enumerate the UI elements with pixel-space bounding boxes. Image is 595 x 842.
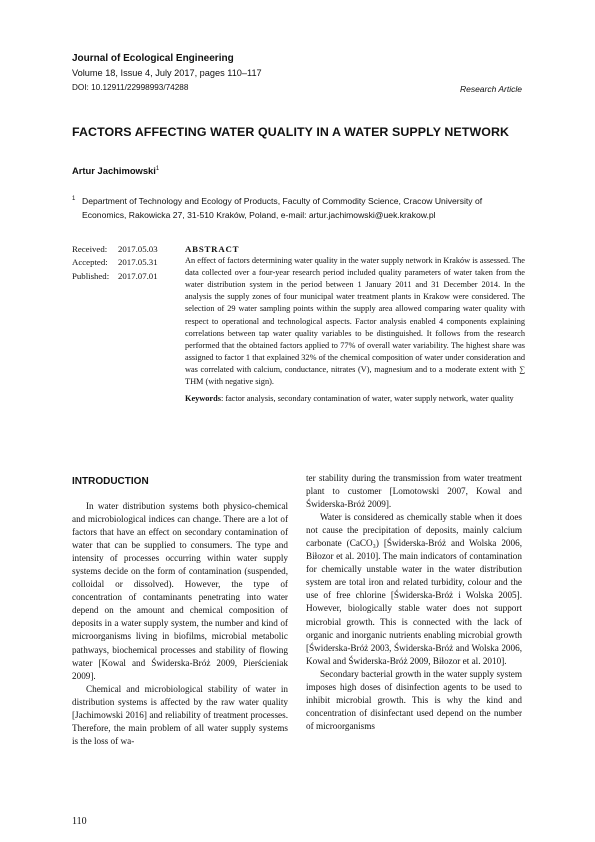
abstract <box>185 243 525 405</box>
journal-name: Journal of Ecological Engineering <box>72 53 234 64</box>
keywords-label: Keywords <box>185 394 221 404</box>
paper-title: FACTORS AFFECTING WATER QUALITY IN A WATER SUPPLY NETWORK <box>72 125 510 139</box>
abstract-heading: ABSTRACT <box>185 244 240 254</box>
date-label: Published: <box>72 270 110 281</box>
article-type: Research Article <box>459 84 522 94</box>
date-accepted <box>72 256 162 269</box>
date-value: 2017.05.31 <box>118 257 158 268</box>
article-dates <box>72 243 162 283</box>
author-affiliation-mark: 1 <box>155 165 160 172</box>
date-value: 2017.07.01 <box>118 270 158 281</box>
affiliation: Department of Technology and Ecology of Products, Faculty of Commodity Science, Cracow University of Economics, Rakowicka 27, 31-510 Kraków, Poland, e-mail: artur.jachimowski@uek.krakow.pl <box>82 196 483 220</box>
author-name: Artur Jachimowski <box>72 165 156 176</box>
body-paragraph: Chemical and microbiological stability of water in distribution systems is affected by the raw water quality [Jachimowski 2016] and reliability of treatment processes. Therefore, the main problem of all water supply systems is the loss of wa- <box>72 683 288 746</box>
section-heading-introduction: INTRODUCTION <box>72 476 149 487</box>
abstract-text: An effect of factors determining water quality in the water supply network in Kraków is assessed. The data collected over a four-year research period included quality parameters of water taken from the water distribution system in the period between 1 January 2011 and 31 December 2014. In the analysis the supply zones of four municipal water treatment plants in Krakow were considered. The selection of 29 water sampling points within the supply area allowed comparing water quality with respect to operational and technological aspects. Factor analysis enabled 4 components explaining correlations between tap water quality variables to be distinguished. It follows from the research performed that the obtained factors applied to 77% of overall water variability. The highest share was assigned to factor 1 that explained 32% of the chemical composition of water under consideration and was correlated with calcium, conductance, nitrates (V), magnesium and to a moderate extent with ∑ THM (with negative sign). <box>185 256 525 387</box>
body-paragraph: Secondary bacterial growth in the water supply system imposes high doses of disinfection agents to be used to inhibit microbial growth. This is why the kind and concentration of disinfectant used depend on the number of microorganisms <box>306 668 522 731</box>
date-label: Received: <box>72 244 108 254</box>
journal-doi[interactable]: DOI: 10.12911/22998993/74288 <box>72 83 189 92</box>
journal-issue: Volume 18, Issue 4, July 2017, pages 110–117 <box>72 68 262 78</box>
date-value: 2017.05.03 <box>118 244 158 254</box>
date-received <box>72 243 162 256</box>
body-column-right <box>306 472 522 733</box>
body-paragraph: In water distribution systems both physico-chemical and microbiological indices can change. There are a lot of factors that have an effect on secondary contamination of water that can be supplied to consumers. The type and intensity of processes occurring within water supply systems decide on the form of contamination (suspended, colloidal or dissolved). However, the type of concentration of contaminants penetrating into water depend on the amount and chemical composition of deposits in a water supply system, the number and kind of microorganisms living in biofilms, microbial metabolic pathways, biochemical processes and stability of flowing water [Kowal and Świderska-Bróż 2009, Pierścieniak 2009]. <box>72 501 288 681</box>
body-paragraph: Water is considered as chemically stable when it does not cause the precipitation of deposits, mainly calcium carbonate (CaCO₃) [Świderska-Bróż and Wolska 2006, Biłozor et al. 2010]. The main indicators of contamination for chemically unstable water in the water distribution system are total iron and related turbidity, colour and the use of free chlorine [Świderska-Bróż i Wolska 2005]. However, biologically stable water does not support microbial growth. This is connected with the lack of organic and inorganic nutrients enabling microbial growth [Świderska-Bróż 2003, Świderska-Bróż and Wolska 2006, Kowal and Świderska-Bróż 2009, Biłozor et al. 2010]. <box>306 512 522 666</box>
date-published <box>72 270 162 283</box>
page-number: 110 <box>72 816 87 827</box>
keywords <box>185 393 525 405</box>
date-label: Accepted: <box>72 257 108 268</box>
keywords-list: : factor analysis, secondary contamination of water, water supply network, water quality <box>220 394 514 404</box>
body-column-left <box>72 500 288 748</box>
affiliation-number: 1 <box>72 196 76 202</box>
author-line <box>72 165 159 176</box>
body-paragraph-continued: ter stability during the transmission from water treatment plant to customer [Lomotowski 2007, Kowal and Świderska-Bróż 2009]. <box>306 473 522 510</box>
